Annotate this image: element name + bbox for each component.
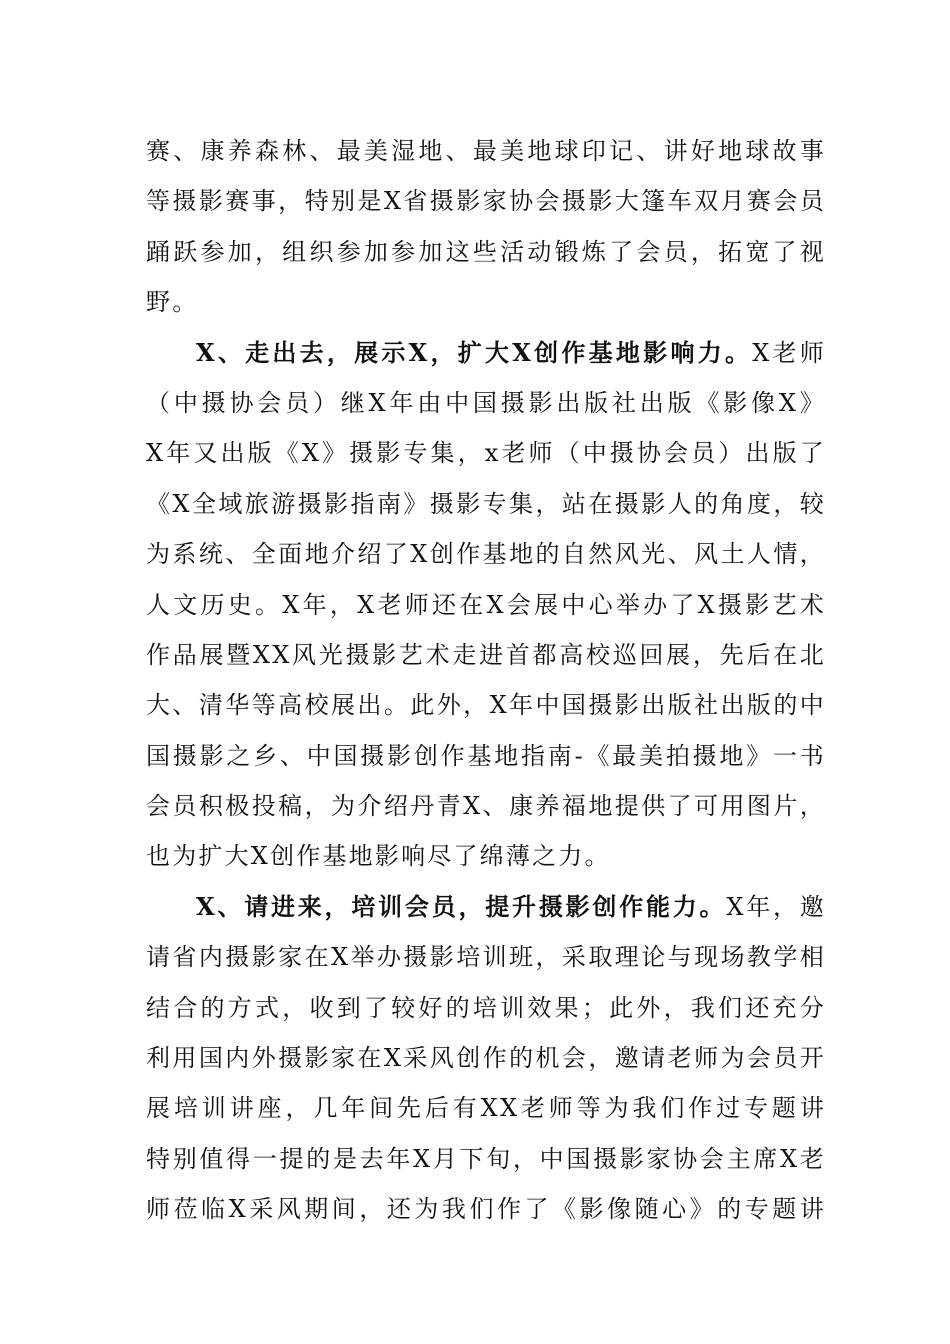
text-line: 国摄影之乡、中国摄影创作基地指南-《最美拍摄地》一书 (146, 741, 826, 770)
text-line: 赛、康养森林、最美湿地、最美地球印记、讲好地球故事 (146, 137, 826, 165)
text-line: 请省内摄影家在X举办摄影培训班，采取理论与现场教学相 (146, 943, 826, 972)
text-line: 师莅临X采风期间，还为我们作了《影像随心》的专题讲 (146, 1195, 826, 1224)
paragraph-heading: X、请进来，培训会员，提升摄影创作能力。 (196, 891, 727, 921)
text-line: 展培训讲座，几年间先后有XX老师等为我们作过专题讲 (146, 1094, 826, 1123)
paragraph-heading: X、走出去，展示X，扩大X创作基地影响力。 (196, 337, 753, 367)
text-line: 大、清华等高校展出。此外，X年中国摄影出版社出版的中 (146, 691, 826, 720)
text-line: 野。 (146, 288, 199, 317)
text-line: 《X全域旅游摄影指南》摄影专集，站在摄影人的角度，较 (146, 489, 826, 518)
text-run: X老师 (752, 338, 826, 367)
text-line: 特别值得一提的是去年X月下旬，中国摄影家协会主席X老 (146, 1144, 826, 1173)
paragraph-first-line (146, 328, 826, 378)
text-line: 踊跃参加，组织参加参加这些活动锻炼了会员，拓宽了视 (146, 237, 826, 266)
text-line: （中摄协会员）继X年由中国摄影出版社出版《影像X》 (146, 388, 826, 417)
text-line: 作品展暨XX风光摄影艺术走进首都高校巡回展，先后在北 (146, 640, 826, 669)
text-line: 人文历史。X年，X老师还在X会展中心举办了X摄影艺术 (146, 590, 826, 619)
document-body (146, 126, 826, 1235)
paragraph-1 (146, 126, 826, 328)
text-line: 利用国内外摄影家在X采风创作的机会，邀请老师为会员开 (146, 1044, 826, 1073)
text-line: X年又出版《X》摄影专集，x老师（中摄协会员）出版了 (146, 439, 826, 468)
text-line: 也为扩大X创作基地影响尽了绵薄之力。 (146, 842, 611, 871)
paragraph-first-line (146, 882, 826, 932)
paragraph-2 (146, 328, 826, 882)
text-line: 会员积极投稿，为介绍丹青X、康养福地提供了可用图片， (146, 792, 826, 821)
text-line: 结合的方式，收到了较好的培训效果；此外，我们还充分 (146, 993, 826, 1022)
text-line: 等摄影赛事，特别是X省摄影家协会摄影大篷车双月赛会员 (146, 187, 826, 216)
text-run: X年，邀 (726, 892, 826, 921)
paragraph-3 (146, 882, 826, 1235)
text-line: 为系统、全面地介绍了X创作基地的自然风光、风土人情， (146, 540, 826, 569)
